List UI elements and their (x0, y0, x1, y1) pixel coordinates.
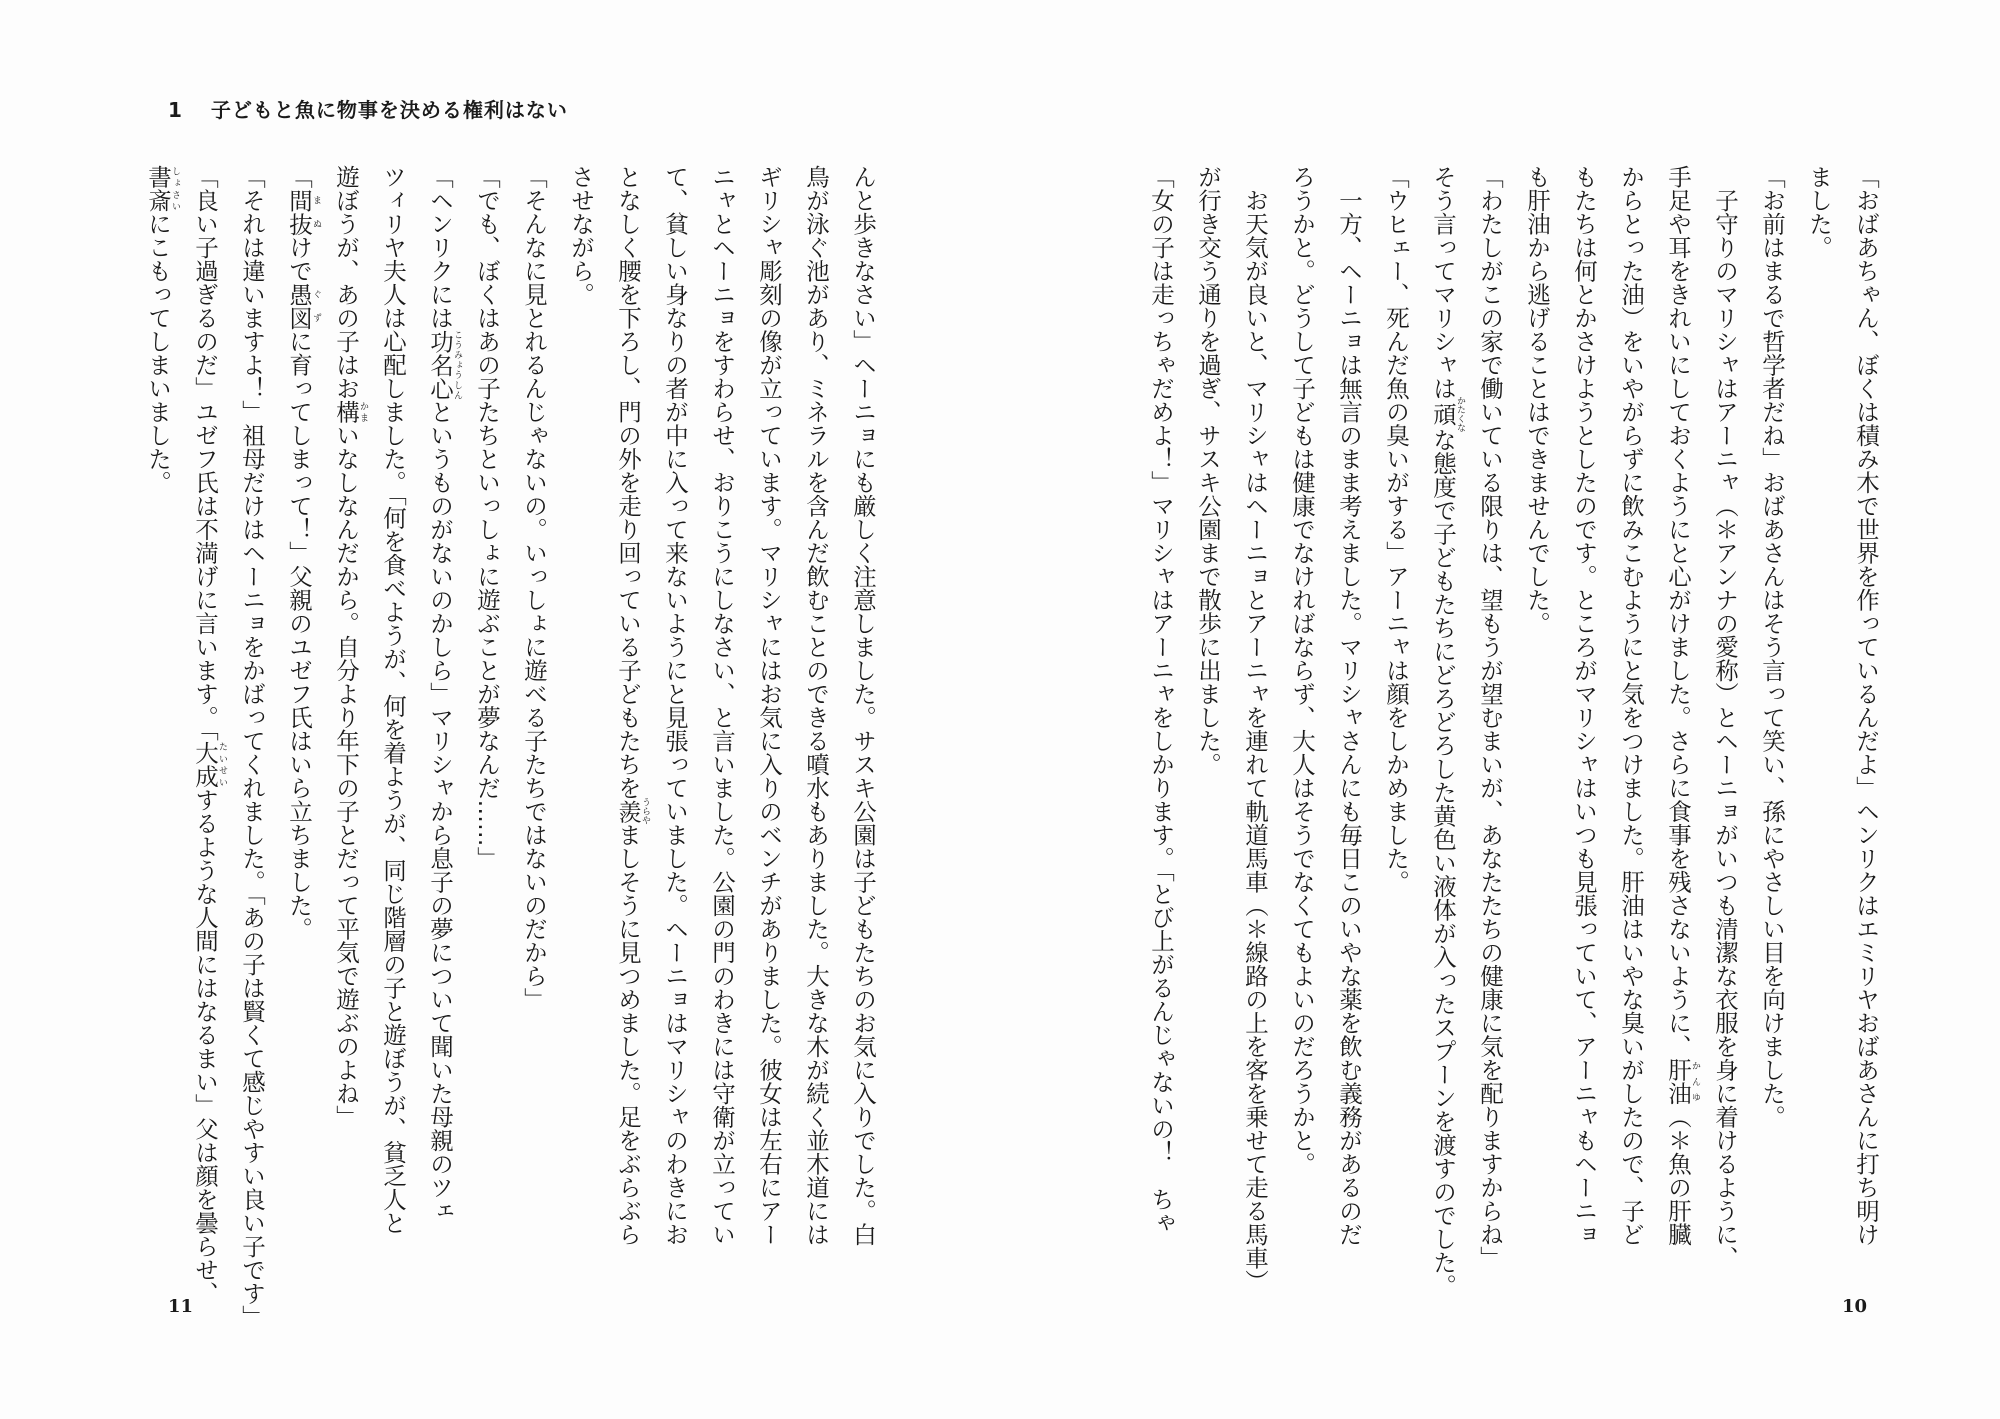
text-run: となしく腰を下ろし、門の外を走り回っている子どもたちを (614, 165, 642, 800)
text-run: が行き交う通りを過ぎ、サスキ公園まで散歩に出ました。 (1194, 165, 1222, 776)
text-column (1513, 165, 1560, 1275)
text-run: 「お前はまるで哲学者だね」おばあさんはそう言って笑い、孫にやさしい目を向けました。 (1758, 165, 1786, 1129)
text-run: 「良い子過ぎるのだ」ユゼフ氏は不満げに言います。「 (191, 165, 219, 741)
ruby-annotated-word: 大成たいせい (191, 740, 227, 788)
running-header (168, 94, 568, 123)
text-run: 「それは違いますよ！」祖母だけはヘーニョをかばってくれました。「あの子は賢くて感じやすい良い子です」 (238, 165, 266, 1329)
text-run: ろうかと。どうして子どもは健康でなければならず、大人はそうでなくてもよいのだろうかと。 (1288, 165, 1316, 1176)
text-run: ニャとヘーニョをすわらせ、おりこうにしなさい、と言いました。公園の門のわきには守衛が立ってい (708, 165, 736, 1246)
text-run: も肝油から逃げることはできませんでした。 (1523, 165, 1551, 635)
text-run: な態度で子どもたちにどろどろした黄色い液体が入ったスプーンを渡すのでした。 (1429, 428, 1457, 1298)
text-column (651, 165, 698, 1275)
text-column (1278, 165, 1325, 1275)
text-run: させながら。 (567, 165, 595, 306)
text-column (181, 165, 228, 1305)
ruby-annotated-word: 功名心こうみょうしん (426, 329, 462, 400)
ruby-annotated-word: 書斎しょさい (144, 165, 180, 212)
furigana: まぬ (311, 188, 321, 236)
ruby-annotated-word: 頑かたくな (1429, 396, 1465, 432)
text-run: （＊魚の肝臓 (1664, 1105, 1692, 1246)
text-run: ギリシャ彫刻の像が立っています。マリシャにはお気に入りのベンチがありました。彼女は左右にアー (755, 165, 783, 1246)
ruby-annotated-word: 間抜まぬ (285, 188, 321, 236)
text-run: 「ヘンリクには (426, 165, 454, 330)
text-run: そう言ってマリシャは (1429, 165, 1457, 400)
text-column (1419, 165, 1466, 1298)
text-column (1701, 165, 1748, 1275)
text-column (1607, 165, 1654, 1275)
ruby-annotated-word: 構かま (332, 400, 368, 424)
text-column (1372, 165, 1419, 1275)
furigana: しょさい (170, 165, 180, 212)
furigana: たいせい (217, 740, 227, 788)
text-run: にこもってしまいました。 (144, 212, 172, 494)
text-column (510, 165, 557, 1275)
text-column (275, 165, 322, 1275)
text-column (1842, 165, 1889, 1275)
body-text (1137, 165, 1889, 1298)
furigana: こうみょうしん (452, 329, 462, 400)
page-number: 11 (168, 1296, 194, 1317)
furigana: うらや (640, 797, 650, 825)
furigana: かんゆ (1690, 1058, 1700, 1105)
text-run: 「女の子は走っちゃだめよ！」マリシャはアーニャをしかります。「とび上がるんじゃないの！ ちゃ (1147, 165, 1175, 1235)
text-column (1184, 165, 1231, 1275)
text-column (698, 165, 745, 1275)
text-column (228, 165, 275, 1329)
text-run: 「 (285, 165, 313, 189)
text-run: というものがないのかしら」マリシャから息子の夢について聞いた母親のツェ (426, 400, 454, 1223)
text-column (1325, 165, 1372, 1275)
chapter-title: 子どもと魚に物事を決める権利はない (210, 98, 568, 122)
ruby-annotated-word: 肝油かんゆ (1664, 1058, 1700, 1105)
text-run: 手足や耳をきれいにしておくようにと心がけました。さらに食事を残さないように、 (1664, 165, 1692, 1058)
text-column (322, 165, 369, 1275)
right-page (1000, 0, 2000, 1419)
text-run: に育ってしまって！」父親のユゼフ氏はいら立ちました。 (285, 329, 313, 941)
text-run: 「おばあちゃん、ぼくは積み木で世界を作っているんだよ」ヘンリクはエミリヤおばあさんに打ち明け (1852, 165, 1880, 1246)
chapter-number: 1 (168, 98, 183, 122)
text-column (1560, 165, 1607, 1275)
text-run: 遊ぼうが、あの子はお (332, 165, 360, 400)
text-run: 鳥が泳ぐ池があり、ミネラルを含んだ飲むことのできる噴水もありました。大きな木が続く並木道には (802, 165, 830, 1246)
text-column (463, 165, 510, 1275)
ruby-annotated-word: 愚図ぐず (285, 282, 321, 330)
text-column (369, 165, 416, 1275)
furigana: かたくな (1455, 396, 1465, 432)
text-run: からとった油）をいやがらずに飲みこむようにと気をつけました。肝油はいやな臭いがしたので、子ど (1617, 165, 1645, 1246)
text-column (792, 165, 839, 1275)
text-column (839, 165, 886, 1275)
text-column (604, 165, 651, 1275)
text-column (1137, 165, 1184, 1275)
text-column (1654, 165, 1701, 1275)
text-run: お天気が良いと、マリシャはヘーニョとアーニャを連れて軌道馬車（＊線路の上を客を乗せて走る馬車） (1241, 165, 1269, 1293)
text-column (134, 165, 181, 1275)
text-run: 一方、ヘーニョは無言のまま考えました。マリシャさんにも毎日このいやな薬を飲む義務があるのだ (1335, 165, 1363, 1246)
text-run: するような人間にはなるまい」父は顔を曇らせ、 (191, 787, 219, 1305)
text-column (557, 165, 604, 1275)
text-run: 「わたしがこの家で働いている限りは、望もうが望むまいが、あなたたちの健康に気を配りますからね」 (1476, 165, 1504, 1270)
text-column (1466, 165, 1513, 1275)
text-run: 子守りのマリシャはアーニャ（＊アンナの愛称）とヘーニョがいつも清潔な衣服を身に着けるように、 (1711, 165, 1739, 1270)
text-column (745, 165, 792, 1275)
text-run: ました。 (1805, 165, 1833, 259)
text-column (1748, 165, 1795, 1275)
furigana: ぐず (311, 282, 321, 330)
text-column (416, 165, 463, 1275)
text-run: 「そんなに見とれるんじゃないの。いっしょに遊べる子たちではないのだから」 (520, 165, 548, 1011)
text-column (1795, 165, 1842, 1275)
text-run: けで (285, 235, 313, 283)
furigana: かま (358, 400, 368, 424)
text-run: 「でも、ぼくはあの子たちといっしょに遊ぶことが夢なんだ……」 (473, 165, 501, 870)
text-run: もたちは何とかさけようとしたのです。ところがマリシャはいつも見張っていて、アーニャもヘーニョ (1570, 165, 1598, 1246)
ruby-annotated-word: 羨うらや (614, 797, 650, 825)
text-run: て、貧しい身なりの者が中に入って来ないようにと見張っていました。ヘーニョはマリシャのわきにお (661, 165, 689, 1246)
text-run: んと歩きなさい」ヘーニョにも厳しく注意しました。サスキ公園は子どもたちのお気に入りでした。白 (849, 165, 877, 1246)
text-column (1231, 165, 1278, 1293)
text-run: いなしなんだから。自分より年下の子とだって平気で遊ぶのよね」 (332, 423, 360, 1129)
text-run: ツィリヤ夫人は心配しました。「何を食べようが、何を着ようが、同じ階層の子と遊ぼうが、貧乏人と (379, 165, 407, 1235)
page-number: 10 (1842, 1296, 1868, 1317)
text-run: ましそうに見つめました。足をぶらぶら (614, 823, 642, 1246)
text-run: 「ウヒェー、死んだ魚の臭いがする」アーニャは顔をしかめました。 (1382, 165, 1410, 894)
